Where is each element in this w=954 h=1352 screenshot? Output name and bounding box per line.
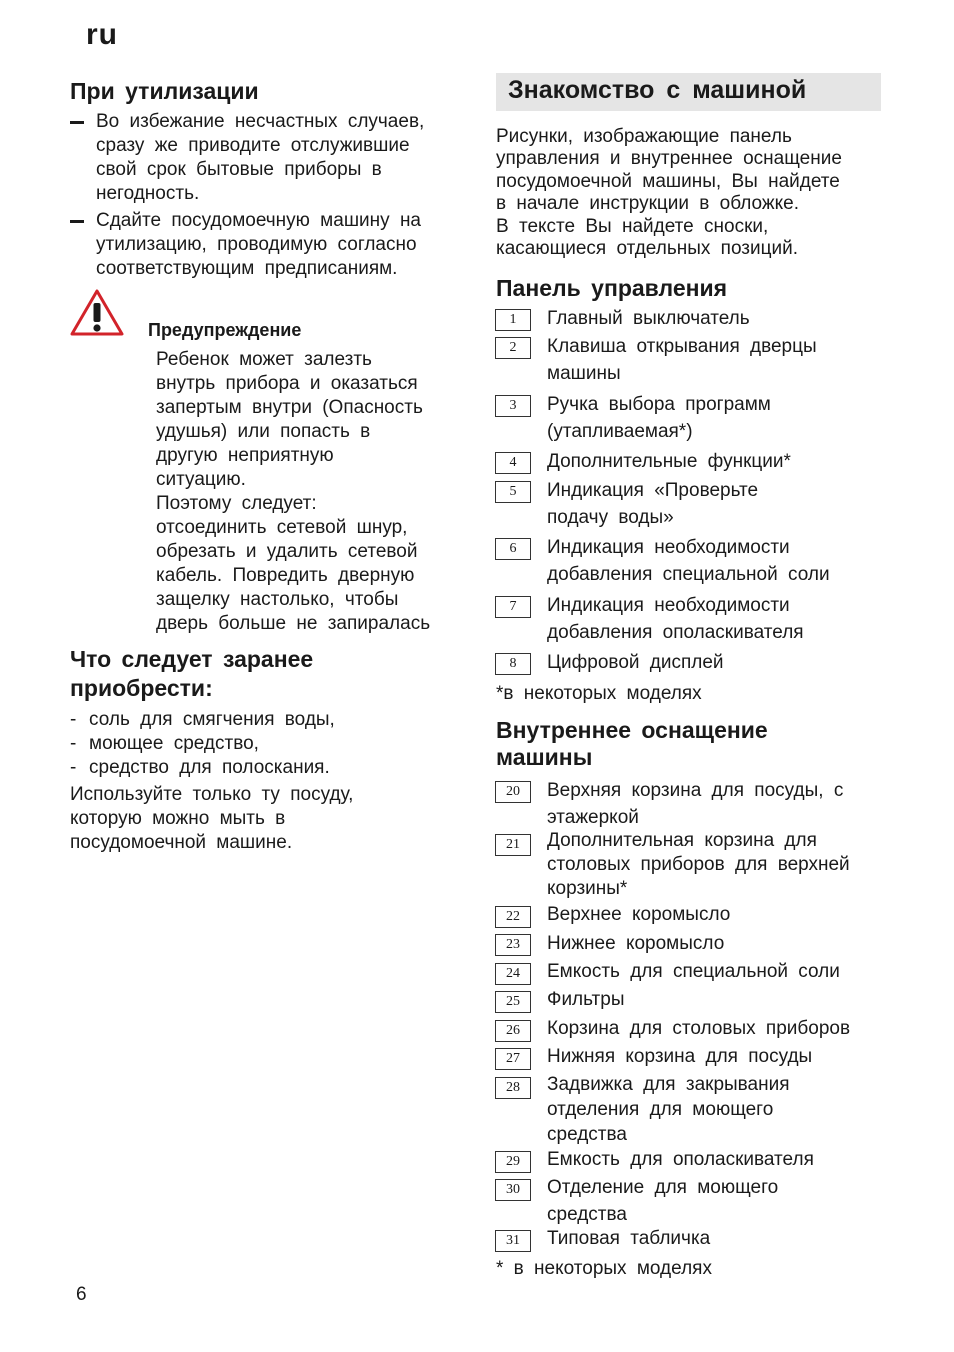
warning-line: отсоединить сетевой шнур, bbox=[156, 517, 408, 538]
intro-text bbox=[496, 126, 886, 260]
purchase-heading bbox=[70, 645, 313, 703]
item-label: Отделение для моющего средства bbox=[547, 1177, 779, 1225]
item-number: 7 bbox=[495, 596, 531, 618]
purchase-note: Используйте только ту посуду, которую можно мыть в посудомоечной машине. bbox=[70, 784, 354, 853]
warning-triangle-icon bbox=[70, 289, 124, 337]
item-label: Индикация «Проверьте подачу воды» bbox=[547, 480, 759, 528]
item-number: 27 bbox=[495, 1048, 531, 1070]
warning-line: ситуацию. bbox=[156, 469, 246, 490]
item-label: Задвижка для закрывания отделения для моющего средства bbox=[547, 1074, 790, 1145]
warning-line: другую неприятную bbox=[156, 445, 334, 466]
intro-line: в начале инструкции в обложке. bbox=[496, 193, 799, 215]
item-number: 24 bbox=[495, 963, 531, 985]
section-banner bbox=[496, 73, 881, 111]
item-number: 31 bbox=[495, 1230, 531, 1252]
language-code: ru bbox=[86, 18, 118, 51]
list-item: - соль для смягчения воды, bbox=[70, 709, 335, 730]
item-label: Индикация необходимости добавления ополаскивателя bbox=[547, 595, 804, 643]
warning-line: запертым внутри (Опасность bbox=[156, 397, 423, 418]
intro-line: управления и внутреннее оснащение bbox=[496, 148, 842, 170]
list-item bbox=[70, 110, 460, 206]
item-number: 23 bbox=[495, 934, 531, 956]
item-number: 3 bbox=[495, 395, 531, 417]
item-number: 6 bbox=[495, 538, 531, 560]
item-number: 8 bbox=[495, 653, 531, 675]
item-label: Типовая табличка bbox=[547, 1228, 711, 1249]
item-label: Дополнительная корзина для столовых приборов для верхней корзины* bbox=[547, 830, 850, 899]
dash-bullet bbox=[70, 220, 84, 223]
warning-line: дверь больше не запиралась bbox=[156, 613, 431, 634]
item-label: Главный выключатель bbox=[547, 308, 750, 329]
item-label: Клавиша открывания дверцы машины bbox=[547, 336, 817, 384]
item-number: 25 bbox=[495, 991, 531, 1013]
item-label: Верхняя корзина для посуды, с этажеркой bbox=[547, 780, 844, 828]
item-label: Дополнительные функции* bbox=[547, 451, 791, 472]
item-number: 1 bbox=[495, 309, 531, 331]
interior-footnote: * в некоторых моделях bbox=[496, 1258, 712, 1279]
control-footnote: *в некоторых моделях bbox=[496, 683, 702, 704]
page-number: 6 bbox=[76, 1284, 87, 1305]
interior-heading bbox=[496, 717, 768, 771]
list-item: - средство для полоскания. bbox=[70, 757, 330, 778]
item-number: 2 bbox=[495, 337, 531, 359]
disposal-heading: При утилизации bbox=[70, 78, 259, 104]
item-label: Емкость для специальной соли bbox=[547, 961, 840, 982]
disposal-item-1: Во избежание несчастных случаев, сразу же приводите отслужившие свой срок бытовые приборы в негодность. bbox=[96, 111, 425, 204]
purchase-item-3: средство для полоскания. bbox=[89, 757, 330, 778]
warning-text bbox=[156, 348, 456, 636]
warning-line: внутрь прибора и оказаться bbox=[156, 373, 418, 394]
item-label: Емкость для ополаскивателя bbox=[547, 1149, 814, 1170]
item-number: 26 bbox=[495, 1020, 531, 1042]
item-label: Нижнее коромысло bbox=[547, 933, 725, 954]
item-label: Корзина для столовых приборов bbox=[547, 1018, 851, 1039]
control-panel-heading: Панель управления bbox=[496, 275, 728, 301]
item-label: Верхнее коромысло bbox=[547, 904, 731, 925]
intro-line: Рисунки, изображающие панель bbox=[496, 126, 792, 147]
item-number: 29 bbox=[495, 1151, 531, 1173]
disposal-item-2: Сдайте посудомоечную машину на утилизацию, проводимую согласно соответствующим предписаниям. bbox=[96, 210, 422, 279]
warning-line: защелку настолько, чтобы bbox=[156, 589, 399, 610]
list-item bbox=[70, 209, 460, 281]
intro-line: В тексте Вы найдете сноски, bbox=[496, 215, 769, 237]
interior-heading-line1: Внутреннее оснащение bbox=[496, 717, 768, 743]
intro-line: посудомоечной машины, Вы найдете bbox=[496, 170, 840, 192]
item-label: Цифровой дисплей bbox=[547, 652, 724, 673]
item-label: Нижняя корзина для посуды bbox=[547, 1046, 813, 1067]
item-label: Ручка выбора программ (утапливаемая*) bbox=[547, 394, 771, 442]
section-title: Знакомство с машиной bbox=[508, 76, 807, 104]
list-item: - моющее средство, bbox=[70, 733, 259, 754]
intro-line: касающиеся отдельных позиций. bbox=[496, 238, 799, 260]
item-number: 30 bbox=[495, 1179, 531, 1201]
item-number: 28 bbox=[495, 1077, 531, 1099]
item-number: 21 bbox=[495, 834, 531, 856]
item-label: Индикация необходимости добавления специальной соли bbox=[547, 537, 830, 585]
item-number: 5 bbox=[495, 481, 531, 503]
purchase-item-1: соль для смягчения воды, bbox=[89, 709, 335, 730]
purchase-item-2: моющее средство, bbox=[89, 733, 259, 754]
dash-bullet bbox=[70, 121, 84, 124]
warning-line: обрезать и удалить сетевой bbox=[156, 541, 418, 562]
item-number: 22 bbox=[495, 906, 531, 928]
warning-line: кабель. Повредить дверную bbox=[156, 565, 415, 586]
interior-heading-line2: машины bbox=[496, 744, 593, 770]
warning-line: Поэтому следует: bbox=[156, 493, 317, 514]
purchase-heading-line1: Что следует заранее bbox=[70, 646, 314, 672]
purchase-heading-line2: приобрести: bbox=[70, 675, 213, 701]
warning-line: удушья) или попасть в bbox=[156, 421, 371, 442]
warning-title: Предупреждение bbox=[148, 320, 302, 340]
warning-line: Ребенок может залезть bbox=[156, 349, 372, 370]
item-label: Фильтры bbox=[547, 989, 625, 1010]
item-number: 4 bbox=[495, 452, 531, 474]
item-number: 20 bbox=[495, 781, 531, 803]
